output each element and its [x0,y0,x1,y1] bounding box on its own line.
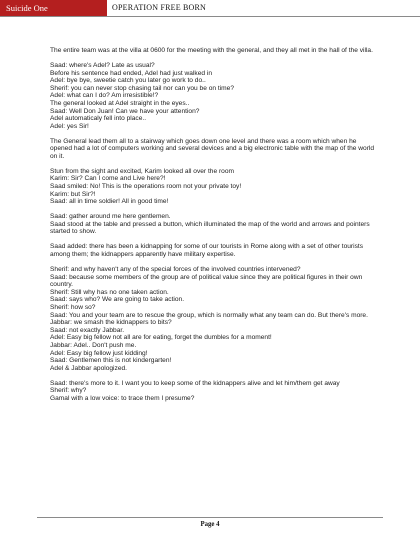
footer-divider [37,517,383,518]
text-line: Saad added: there has been a kidnapping for some of our tourists in Rome along with a set of other tourists among them; the kidnappers apparently have military expertise. [50,243,365,259]
text-line: Saad smiled: No! This is the operations room not your private toy! [50,183,242,191]
text-line: Saad: Gentlemen this is not kindergarten! [50,357,172,365]
text-line: Adel: Easy big fellow not all are for eating, forget the dumbles for a moment! [50,334,272,342]
book-title: Suicide One [0,0,107,16]
text-line: The General lead them all to a stairway which goes down one level and there was a room which when he opened had a lot of computers working and several devices and a big electronic table with the map of the world on it. [50,137,376,160]
text-line: Jabbar: we smash the kidnappers to bits? [50,319,172,327]
paragraph [50,213,380,236]
paragraph [50,243,380,258]
page-number: Page 4 [200,521,220,528]
paragraph [50,380,380,403]
text-line: Saad: not exactly Jabbar. [50,326,125,334]
paragraph [50,62,380,130]
text-line: The entire team was at the villa at 0600 for the meeting with the general, and they all met in the hall of the villa. [50,47,373,54]
paragraph [50,47,380,55]
paragraph [50,266,380,372]
text-line: Adel: what can I do? Am irresistible!? [50,92,159,100]
text-line: Before his sentence had ended, Adel had just walked in [50,69,213,77]
text-line: Saad: You and your team are to rescue the group, which is normally what any team can do. But there's more. [50,311,368,319]
text-line: Saad: because some members of the group are of political value since they are political figures in their own country. [50,273,365,289]
text-line: Gamal with a low voice: to trace them I presume? [50,394,195,402]
text-line: Adel: Easy big fellow just kidding! [50,349,148,357]
text-line: Saad: Well Don Juan! Can we have your attention? [50,107,200,115]
running-header [0,0,420,17]
text-line: Karim: but Sir?! [50,190,96,198]
text-line: Adel: bye bye, sweetie catch you later go work to do.. [50,77,206,85]
text-line: Saad: where's Adel? Late as usual? [50,61,155,69]
text-line: Jabbar: Adel.. Don't push me. [50,341,137,349]
text-line: Stun from the sight and excited, Karim looked all over the room [50,167,234,175]
text-line: Karim: Sir? Can I come and Live here?! [50,175,166,183]
text-line: Sherif: Still why has no one taken action. [50,288,169,296]
text-line: Saad: says who? We are going to take action. [50,296,185,304]
text-line: Sherif: and why haven't any of the special forces of the involved countries intervened? [50,266,301,273]
chapter-title: OPERATION FREE BORN [112,3,207,12]
text-line: Saad: there's more to it. I want you to keep some of the kidnappers alive and let him/them get away [50,379,340,387]
text-line: Adel: yes Sir! [50,122,89,130]
text-line: Saad: gather around me here gentlemen. [50,213,171,221]
text-line: Sherif: you can never stop chasing tail nor can you be on time? [50,84,235,92]
text-line: Sherif: why? [50,387,87,395]
page-body [50,47,380,410]
paragraph [50,138,380,161]
text-line: Sherif: how so? [50,303,96,311]
text-line: Adel & Jabbar apologized. [50,364,127,372]
text-line: Adel automaticaly fell into place.. [50,115,147,123]
text-line: Saad stood at the table and pressed a button, which illuminated the map of the world and arrows and pointers started to show. [50,220,372,236]
paragraph [50,168,380,206]
text-line: The general looked at Adel straight in the eyes.. [50,99,190,107]
text-line: Saad: all in time soldier! All in good time! [50,198,169,206]
